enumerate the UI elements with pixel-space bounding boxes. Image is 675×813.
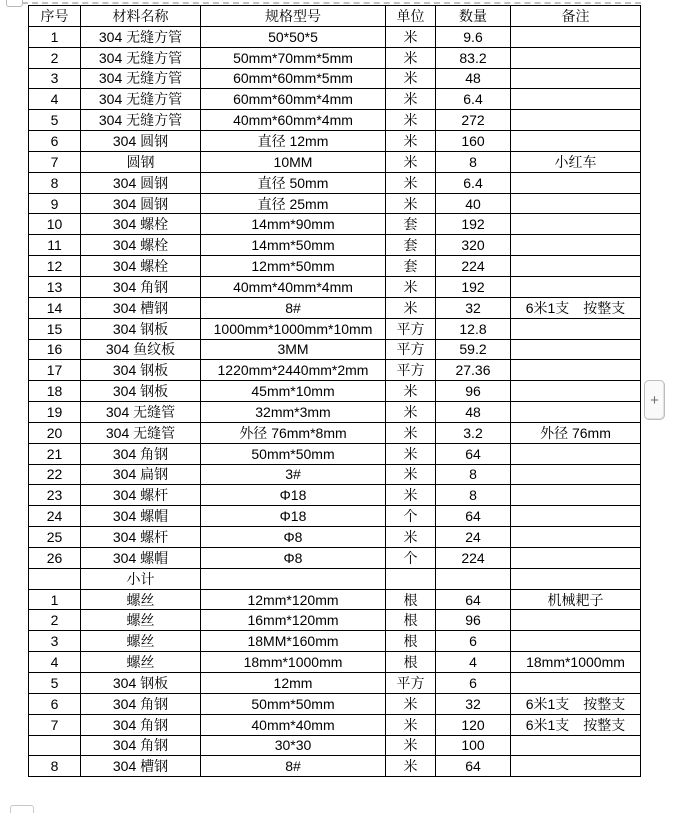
- table-cell[interactable]: 外径 76mm*8mm: [201, 422, 386, 443]
- table-cell[interactable]: 48: [436, 402, 511, 423]
- table-cell[interactable]: [386, 568, 436, 589]
- table-cell[interactable]: 160: [436, 131, 511, 152]
- table-cell[interactable]: 304 螺杆: [81, 485, 201, 506]
- table-cell[interactable]: 螺丝: [81, 589, 201, 610]
- table-cell[interactable]: 14mm*50mm: [201, 235, 386, 256]
- table-cell[interactable]: [511, 735, 641, 756]
- table-cell[interactable]: 12.8: [436, 318, 511, 339]
- table-cell[interactable]: [511, 47, 641, 68]
- table-cell[interactable]: 18mm*1000mm: [511, 652, 641, 673]
- table-cell[interactable]: 304 钢板: [81, 673, 201, 694]
- column-header[interactable]: 单位: [386, 6, 436, 27]
- table-cell[interactable]: 8: [436, 485, 511, 506]
- table-cell[interactable]: 米: [386, 89, 436, 110]
- table-cell[interactable]: 83.2: [436, 47, 511, 68]
- table-cell[interactable]: 12mm: [201, 673, 386, 694]
- table-cell[interactable]: 59.2: [436, 339, 511, 360]
- table-cell[interactable]: 10MM: [201, 151, 386, 172]
- table-row: [29, 214, 641, 235]
- table-row: [29, 381, 641, 402]
- table-row: [29, 422, 641, 443]
- table-cell[interactable]: 27.36: [436, 360, 511, 381]
- table-cell[interactable]: [511, 26, 641, 47]
- table-cell[interactable]: 米: [386, 68, 436, 89]
- table-cell[interactable]: 8: [436, 151, 511, 172]
- table-cell[interactable]: 个: [386, 547, 436, 568]
- table-cell[interactable]: 米: [386, 735, 436, 756]
- table-cell[interactable]: 304 无缝方管: [81, 26, 201, 47]
- table-cell[interactable]: 14: [29, 297, 81, 318]
- table-cell[interactable]: 米: [386, 276, 436, 297]
- table-cell[interactable]: [511, 673, 641, 694]
- table-cell[interactable]: 12: [29, 256, 81, 277]
- table-cell[interactable]: 304 螺杆: [81, 527, 201, 548]
- table-row: [29, 318, 641, 339]
- table-cell[interactable]: [511, 381, 641, 402]
- table-cell[interactable]: 外径 76mm: [511, 422, 641, 443]
- table-cell[interactable]: [29, 568, 81, 589]
- table-cell[interactable]: Φ8: [201, 547, 386, 568]
- table-cell[interactable]: 2: [29, 47, 81, 68]
- table-cell[interactable]: 套: [386, 214, 436, 235]
- table-cell[interactable]: 6: [436, 673, 511, 694]
- table-cell[interactable]: 32: [436, 297, 511, 318]
- table-cell[interactable]: 304 槽钢: [81, 297, 201, 318]
- table-cell[interactable]: 3#: [201, 464, 386, 485]
- table-cell[interactable]: 直径 12mm: [201, 131, 386, 152]
- table-cell[interactable]: 9: [29, 193, 81, 214]
- table-cell[interactable]: 套: [386, 235, 436, 256]
- table-row: [29, 131, 641, 152]
- table-cell[interactable]: 米: [386, 151, 436, 172]
- table-cell[interactable]: 15: [29, 318, 81, 339]
- table-cell[interactable]: 304 螺帽: [81, 547, 201, 568]
- table-cell[interactable]: 米: [386, 485, 436, 506]
- column-header[interactable]: 备注: [511, 6, 641, 27]
- table-cell[interactable]: 米: [386, 172, 436, 193]
- table-cell[interactable]: 直径 50mm: [201, 172, 386, 193]
- table-cell[interactable]: 米: [386, 193, 436, 214]
- table-row: [29, 589, 641, 610]
- table-row: [29, 652, 641, 673]
- table-cell[interactable]: 米: [386, 402, 436, 423]
- table-cell[interactable]: 304 钢板: [81, 360, 201, 381]
- table-cell[interactable]: [511, 89, 641, 110]
- table-cell[interactable]: 50mm*70mm*5mm: [201, 47, 386, 68]
- table-cell[interactable]: Φ18: [201, 506, 386, 527]
- table-cell[interactable]: 8: [436, 464, 511, 485]
- table-cell[interactable]: 5: [29, 110, 81, 131]
- table-cell[interactable]: 1: [29, 589, 81, 610]
- table-cell[interactable]: 50*50*5: [201, 26, 386, 47]
- table-row: [29, 339, 641, 360]
- table-cell[interactable]: 40mm*40mm: [201, 714, 386, 735]
- table-cell[interactable]: 192: [436, 276, 511, 297]
- table-cell[interactable]: [511, 506, 641, 527]
- table-cell[interactable]: 50mm*50mm: [201, 443, 386, 464]
- table-cell[interactable]: 7: [29, 714, 81, 735]
- table-row: [29, 714, 641, 735]
- table-cell[interactable]: 96: [436, 381, 511, 402]
- table-cell[interactable]: [511, 110, 641, 131]
- table-cell[interactable]: 16mm*120mm: [201, 610, 386, 631]
- table-cell[interactable]: 6: [29, 131, 81, 152]
- table-cell[interactable]: [511, 318, 641, 339]
- table-cell[interactable]: 米: [386, 527, 436, 548]
- table-cell[interactable]: 64: [436, 589, 511, 610]
- table-row: [29, 276, 641, 297]
- table-cell[interactable]: 304 圆钢: [81, 193, 201, 214]
- table-cell[interactable]: 螺丝: [81, 610, 201, 631]
- table-cell[interactable]: [511, 631, 641, 652]
- table-cell[interactable]: 50mm*50mm: [201, 693, 386, 714]
- table-cell[interactable]: 米: [386, 464, 436, 485]
- table-cell[interactable]: 304 鱼纹板: [81, 339, 201, 360]
- table-cell[interactable]: 7: [29, 151, 81, 172]
- table-row: [29, 297, 641, 318]
- table-cell[interactable]: 304 螺帽: [81, 506, 201, 527]
- table-row: [29, 235, 641, 256]
- table-cell[interactable]: 120: [436, 714, 511, 735]
- table-cell[interactable]: 64: [436, 756, 511, 777]
- table-cell[interactable]: 304 螺栓: [81, 235, 201, 256]
- table-cell[interactable]: 304 角钢: [81, 443, 201, 464]
- table-cell[interactable]: 24: [436, 527, 511, 548]
- table-cell[interactable]: 平方: [386, 318, 436, 339]
- table-cell[interactable]: [511, 485, 641, 506]
- table-cell[interactable]: 米: [386, 443, 436, 464]
- table-cell[interactable]: 304 无缝方管: [81, 89, 201, 110]
- table-cell[interactable]: 64: [436, 506, 511, 527]
- table-cell[interactable]: 直径 25mm: [201, 193, 386, 214]
- table-cell[interactable]: 304 螺栓: [81, 256, 201, 277]
- table-cell[interactable]: 304 扁钢: [81, 464, 201, 485]
- table-row: [29, 151, 641, 172]
- table-cell[interactable]: 40mm*40mm*4mm: [201, 276, 386, 297]
- table-cell[interactable]: 304 角钢: [81, 693, 201, 714]
- table-cell[interactable]: 23: [29, 485, 81, 506]
- table-cell[interactable]: [511, 214, 641, 235]
- table-cell[interactable]: 6: [29, 693, 81, 714]
- table-cell[interactable]: 10: [29, 214, 81, 235]
- table-cell[interactable]: 304 钢板: [81, 318, 201, 339]
- table-cell[interactable]: 6米1支 按整支: [511, 714, 641, 735]
- table-cell[interactable]: [511, 131, 641, 152]
- table-row: [29, 110, 641, 131]
- table-cell[interactable]: 米: [386, 693, 436, 714]
- table-cell[interactable]: 304 无缝方管: [81, 110, 201, 131]
- table-cell[interactable]: 304 无缝管: [81, 402, 201, 423]
- table-cell[interactable]: 60mm*60mm*5mm: [201, 68, 386, 89]
- table-row: [29, 193, 641, 214]
- table-cell[interactable]: 6.4: [436, 172, 511, 193]
- table-cell[interactable]: 8: [29, 756, 81, 777]
- table-row: [29, 506, 641, 527]
- table-row: [29, 47, 641, 68]
- table-cell[interactable]: [511, 68, 641, 89]
- table-cell[interactable]: 96: [436, 610, 511, 631]
- table-cell[interactable]: 24: [29, 506, 81, 527]
- table-row: [29, 26, 641, 47]
- table-cell[interactable]: 32mm*3mm: [201, 402, 386, 423]
- table-cell[interactable]: [511, 402, 641, 423]
- table-cell[interactable]: 304 无缝方管: [81, 68, 201, 89]
- table-row: [29, 256, 641, 277]
- table-cell[interactable]: 平方: [386, 360, 436, 381]
- table-cell[interactable]: 米: [386, 756, 436, 777]
- table-row: [29, 443, 641, 464]
- table-cell[interactable]: 11: [29, 235, 81, 256]
- table-cell[interactable]: 32: [436, 693, 511, 714]
- table-cell[interactable]: 根: [386, 610, 436, 631]
- table-cell[interactable]: [511, 172, 641, 193]
- table-cell[interactable]: 192: [436, 214, 511, 235]
- table-cell[interactable]: 12mm*120mm: [201, 589, 386, 610]
- table-row: [29, 610, 641, 631]
- table-cell[interactable]: 4: [29, 89, 81, 110]
- bottom-left-partial-handle: [10, 805, 34, 813]
- table-cell[interactable]: Φ18: [201, 485, 386, 506]
- table-cell[interactable]: 8#: [201, 297, 386, 318]
- table-row: [29, 89, 641, 110]
- table-cell[interactable]: 6米1支 按整支: [511, 297, 641, 318]
- table-cell[interactable]: 机械耙子: [511, 589, 641, 610]
- table-cell[interactable]: 304 无缝管: [81, 422, 201, 443]
- table-cell[interactable]: 17: [29, 360, 81, 381]
- table-row: [29, 485, 641, 506]
- table-cell[interactable]: 304 圆钢: [81, 172, 201, 193]
- table-cell[interactable]: 18: [29, 381, 81, 402]
- table-cell[interactable]: [511, 256, 641, 277]
- table-cell[interactable]: 螺丝: [81, 631, 201, 652]
- table-cell[interactable]: 304 角钢: [81, 735, 201, 756]
- table-cell[interactable]: 米: [386, 47, 436, 68]
- table-cell[interactable]: [511, 756, 641, 777]
- table-cell[interactable]: 米: [386, 381, 436, 402]
- table-cell[interactable]: 320: [436, 235, 511, 256]
- table-cell[interactable]: 26: [29, 547, 81, 568]
- table-cell[interactable]: [511, 547, 641, 568]
- table-row: [29, 402, 641, 423]
- table-cell[interactable]: 小红车: [511, 151, 641, 172]
- table-cell[interactable]: [29, 735, 81, 756]
- table-cell[interactable]: [511, 568, 641, 589]
- table-cell[interactable]: 304 角钢: [81, 714, 201, 735]
- table-cell[interactable]: 19: [29, 402, 81, 423]
- table-cell[interactable]: 米: [386, 110, 436, 131]
- table-cell[interactable]: 64: [436, 443, 511, 464]
- table-cell[interactable]: 根: [386, 652, 436, 673]
- table-cell[interactable]: 4: [29, 652, 81, 673]
- table-row: [29, 547, 641, 568]
- table-cell[interactable]: 20: [29, 422, 81, 443]
- table-cell[interactable]: 套: [386, 256, 436, 277]
- table-row: [29, 756, 641, 777]
- table-cell[interactable]: 5: [29, 673, 81, 694]
- table-cell[interactable]: [511, 276, 641, 297]
- table-row: [29, 568, 641, 589]
- table-cell[interactable]: 272: [436, 110, 511, 131]
- table-cell[interactable]: [436, 568, 511, 589]
- table-row: [29, 693, 641, 714]
- column-header[interactable]: 序号: [29, 6, 81, 27]
- add-column-button[interactable]: +: [644, 380, 665, 420]
- table-cell[interactable]: 9.6: [436, 26, 511, 47]
- table-row: [29, 464, 641, 485]
- table-cell[interactable]: 1220mm*2440mm*2mm: [201, 360, 386, 381]
- table-body: [29, 26, 641, 776]
- table-cell[interactable]: 48: [436, 68, 511, 89]
- column-header[interactable]: 材料名称: [81, 6, 201, 27]
- table-cell[interactable]: 30*30: [201, 735, 386, 756]
- table-cell[interactable]: 21: [29, 443, 81, 464]
- table-cell[interactable]: 3: [29, 68, 81, 89]
- table-cell[interactable]: 3MM: [201, 339, 386, 360]
- table-cell[interactable]: 12mm*50mm: [201, 256, 386, 277]
- table-cell[interactable]: 6米1支 按整支: [511, 693, 641, 714]
- table-cell[interactable]: 16: [29, 339, 81, 360]
- table-cell[interactable]: 米: [386, 26, 436, 47]
- table-cell[interactable]: 米: [386, 131, 436, 152]
- table-cell[interactable]: [511, 464, 641, 485]
- table-cell[interactable]: 224: [436, 547, 511, 568]
- table-cell[interactable]: [511, 443, 641, 464]
- table-cell[interactable]: 3.2: [436, 422, 511, 443]
- table-cell[interactable]: Φ8: [201, 527, 386, 548]
- table-cell[interactable]: 4: [436, 652, 511, 673]
- page-break-dashed-line: [22, 2, 641, 4]
- table-cell[interactable]: 米: [386, 297, 436, 318]
- table-cell[interactable]: 100: [436, 735, 511, 756]
- table-cell[interactable]: 根: [386, 589, 436, 610]
- table-cell[interactable]: 25: [29, 527, 81, 548]
- table-cell[interactable]: 2: [29, 610, 81, 631]
- table-row: [29, 360, 641, 381]
- table-cell[interactable]: 304 角钢: [81, 276, 201, 297]
- table-cell[interactable]: 304 槽钢: [81, 756, 201, 777]
- table-row: [29, 172, 641, 193]
- table-cell[interactable]: 圆钢: [81, 151, 201, 172]
- table-cell[interactable]: 45mm*10mm: [201, 381, 386, 402]
- table-cell[interactable]: 304 圆钢: [81, 131, 201, 152]
- table-cell[interactable]: 60mm*60mm*4mm: [201, 89, 386, 110]
- materials-table: [28, 5, 641, 777]
- table-cell[interactable]: 8#: [201, 756, 386, 777]
- table-cell[interactable]: 18MM*160mm: [201, 631, 386, 652]
- table-cell[interactable]: [511, 610, 641, 631]
- header-row: [29, 6, 641, 27]
- table-cell[interactable]: 平方: [386, 673, 436, 694]
- table-cell[interactable]: 304 无缝方管: [81, 47, 201, 68]
- table-cell[interactable]: 40mm*60mm*4mm: [201, 110, 386, 131]
- column-header[interactable]: 规格型号: [201, 6, 386, 27]
- table-cell[interactable]: 小计: [81, 568, 201, 589]
- table-cell[interactable]: 18mm*1000mm: [201, 652, 386, 673]
- table-cell[interactable]: 22: [29, 464, 81, 485]
- table-cell[interactable]: 平方: [386, 339, 436, 360]
- column-header[interactable]: 数量: [436, 6, 511, 27]
- table-cell[interactable]: 6.4: [436, 89, 511, 110]
- table-cell[interactable]: [511, 193, 641, 214]
- table-row: [29, 527, 641, 548]
- table-cell[interactable]: 6: [436, 631, 511, 652]
- table-row: [29, 735, 641, 756]
- table-cell[interactable]: 224: [436, 256, 511, 277]
- table-cell[interactable]: 1: [29, 26, 81, 47]
- table-cell[interactable]: [511, 527, 641, 548]
- table-cell[interactable]: 8: [29, 172, 81, 193]
- table-cell[interactable]: 1000mm*1000mm*10mm: [201, 318, 386, 339]
- table-row: [29, 673, 641, 694]
- table-row: [29, 631, 641, 652]
- table-cell[interactable]: 根: [386, 631, 436, 652]
- table-cell[interactable]: [201, 568, 386, 589]
- table-row: [29, 68, 641, 89]
- table-cell[interactable]: 14mm*90mm: [201, 214, 386, 235]
- table-cell[interactable]: [511, 339, 641, 360]
- table-cell[interactable]: 螺丝: [81, 652, 201, 673]
- table-cell[interactable]: 3: [29, 631, 81, 652]
- table-cell[interactable]: 40: [436, 193, 511, 214]
- table-cell[interactable]: 13: [29, 276, 81, 297]
- table-cell[interactable]: 304 螺栓: [81, 214, 201, 235]
- table-cell[interactable]: 米: [386, 714, 436, 735]
- table-cell[interactable]: [511, 360, 641, 381]
- table-cell[interactable]: [511, 235, 641, 256]
- top-left-partial-handle: [6, 0, 23, 7]
- table-cell[interactable]: 米: [386, 422, 436, 443]
- table-cell[interactable]: 304 钢板: [81, 381, 201, 402]
- table-cell[interactable]: 个: [386, 506, 436, 527]
